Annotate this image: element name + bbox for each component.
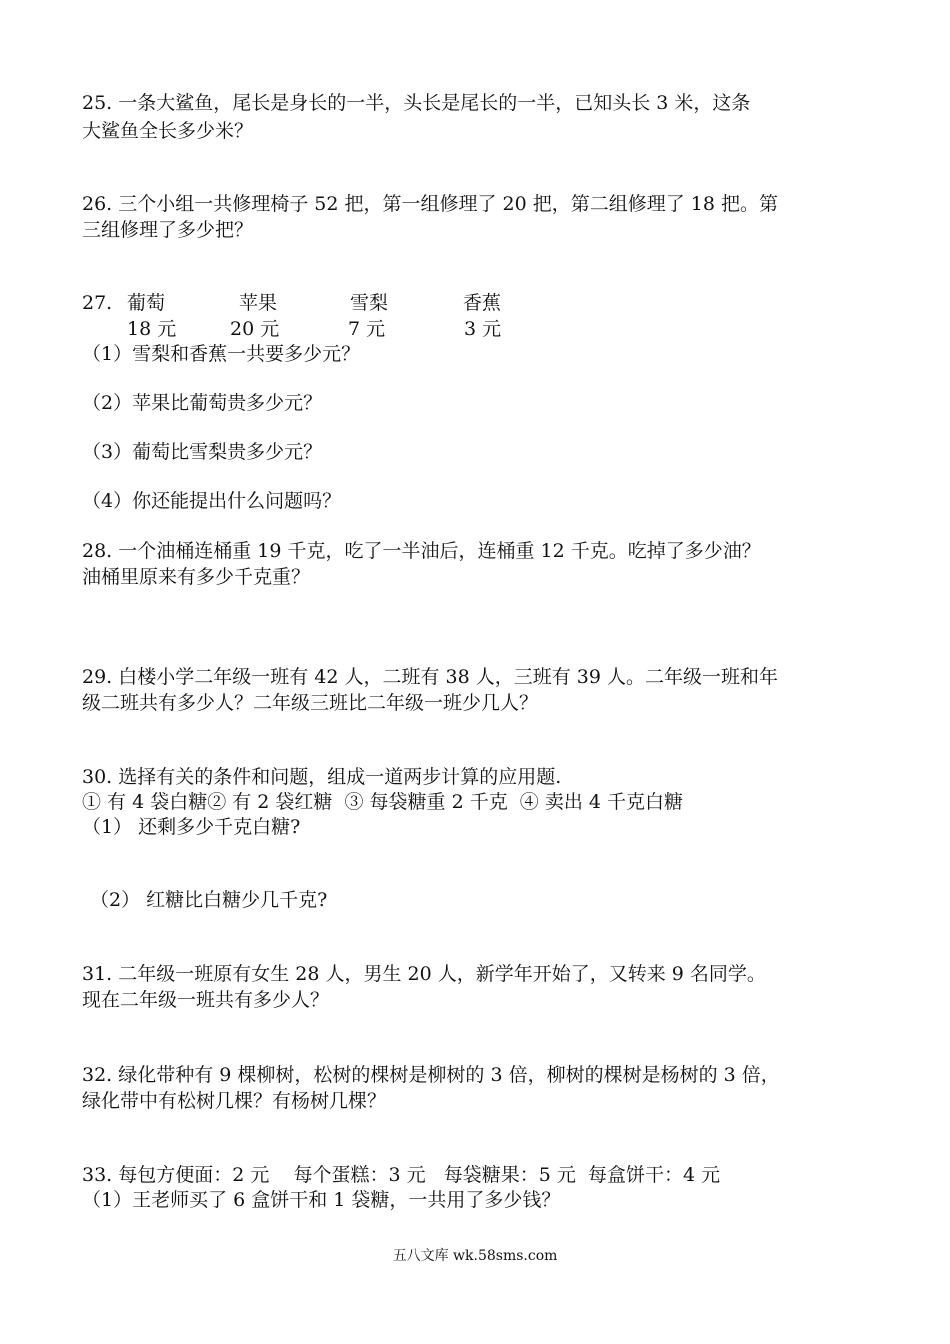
page-footer-watermark: 五八文库 wk.58sms.com [392, 1248, 558, 1264]
q28-line-2: 油桶里原来有多少千克重？ [82, 566, 311, 588]
q25-line-2: 大鲨鱼全长多少米？ [82, 120, 254, 142]
q29-line-2: 级二班共有多少人？二年级三班比二年级一班少几人？ [82, 692, 539, 714]
q27-name-banana: 香蕉 [463, 292, 502, 314]
q27-name-pear: 雪梨 [350, 292, 389, 314]
q25-line-1: 25. 一条大鲨鱼，尾长是身长的一半，头长是尾长的一半，已知头长 3 米，这条 [82, 92, 751, 114]
q27-name-grape: 葡萄 [127, 292, 166, 314]
q27-price-banana: 3 元 [464, 318, 502, 340]
q27-sub-2: （2）苹果比葡萄贵多少元？ [82, 392, 323, 414]
q27-price-apple: 20 元 [230, 318, 280, 340]
q27-sub-1: （1）雪梨和香蕉一共要多少元？ [82, 343, 361, 365]
q27-number: 27. [82, 292, 113, 314]
q30-sub-2: （2） 红糖比白糖少几千克? [90, 889, 328, 911]
q27-name-apple: 苹果 [239, 292, 278, 314]
q31-line-2: 现在二年级一班共有多少人？ [82, 989, 330, 1011]
q27-price-pear: 7 元 [348, 318, 386, 340]
q30-conditions: ① 有 4 袋白糖② 有 2 袋红糖 ③ 每袋糖重 2 千克 ④ 卖出 4 千克白糖 [82, 791, 683, 813]
q27-price-grape: 18 元 [127, 318, 177, 340]
q30-sub-1: （1） 还剩多少千克白糖? [82, 816, 301, 838]
q26-line-1: 26. 三个小组一共修理椅子 52 把，第一组修理了 20 把，第二组修理了 18 把。第 [82, 193, 779, 215]
q27-sub-3: （3）葡萄比雪梨贵多少元？ [82, 441, 323, 463]
q33-line-1: 33. 每包方便面：2 元 每个蛋糕：3 元 每袋糖果：5 元 每盒饼干：4 元 [82, 1164, 721, 1186]
q32-line-1: 32. 绿化带种有 9 棵柳树，松树的棵树是柳树的 3 倍，柳树的棵树是杨树的 3 倍， [82, 1064, 780, 1086]
q27-sub-4: （4）你还能提出什么问题吗？ [82, 490, 342, 512]
q26-line-2: 三组修理了多少把？ [82, 219, 254, 241]
q31-line-1: 31. 二年级一班原有女生 28 人，男生 20 人，新学年开始了，又转来 9 名同学。 [82, 963, 766, 985]
q32-line-2: 绿化带中有松树几棵？有杨树几棵？ [82, 1090, 387, 1112]
q30-line-1: 30. 选择有关的条件和问题，组成一道两步计算的应用题. [82, 766, 562, 788]
q33-sub-1: （1）王老师买了 6 盒饼干和 1 袋糖，一共用了多少钱？ [82, 1189, 561, 1211]
q28-line-1: 28. 一个油桶连桶重 19 千克，吃了一半油后，连桶重 12 千克。吃掉了多少油？ [82, 540, 761, 562]
q29-line-1: 29. 白楼小学二年级一班有 42 人，二班有 38 人，三班有 39 人。二年级一班和年 [82, 666, 779, 688]
